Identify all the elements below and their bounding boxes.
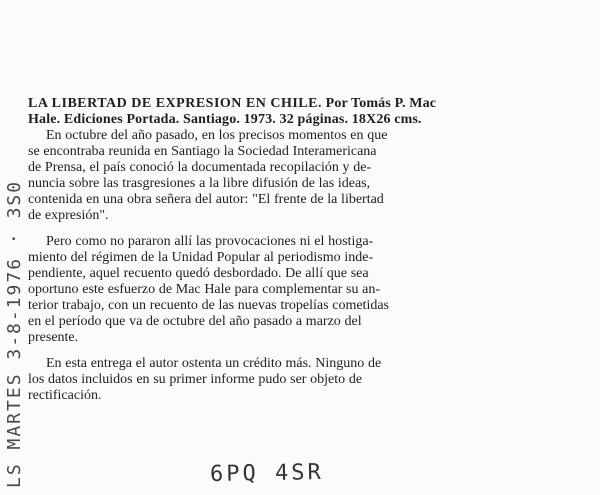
article-title-line-2: Hale. Ediciones Portada. Santiago. 1973. 32 páginas. 18X26 cms. [28, 112, 422, 127]
handwritten-reference: 6PQ 4SR [209, 460, 324, 487]
article-author-intro: Por Tomás P. Mac [325, 96, 437, 111]
paragraph-line: contenida en una obra señera del autor: "El frente de la libertad [28, 192, 384, 207]
paragraph-line: pendiente, aquel recuento quedó desbordado. De allí que sea [28, 266, 369, 281]
paragraph-line: de expresión". [28, 208, 109, 223]
paragraph-line: miento del régimen de la Unidad Popular al periodismo inde- [28, 250, 374, 265]
article [28, 96, 588, 404]
article-title: LA LIBERTAD DE EXPRESION EN CHILE. [28, 96, 322, 111]
paragraph-line: de Prensa, el país conoció la documentada recopilación y de- [28, 160, 372, 175]
paragraph-line: en el período que va de octubre del año pasado a marzo del [28, 314, 362, 329]
paragraph-line: los datos incluidos en su primer informe pudo ser objeto de [28, 372, 363, 387]
paragraph-line: oportuno este esfuerzo de Mac Hale para complementar su an- [28, 282, 381, 297]
paragraph-gap [28, 224, 588, 234]
paragraph-2 [28, 234, 588, 346]
handwritten-margin-note: LS MARTES 3-8-1976 · 3S0 [4, 179, 25, 488]
paragraph-gap [28, 346, 588, 356]
article-title-line-1 [28, 96, 588, 112]
paragraph-1 [28, 128, 588, 224]
paragraph-line: rectificación. [28, 388, 102, 403]
paragraph-line: En esta entrega el autor ostenta un crédito más. Ninguno de [46, 356, 382, 371]
paragraph-line: En octubre del año pasado, en los precisos momentos en que [46, 128, 388, 143]
paragraph-line: presente. [28, 330, 79, 345]
paragraph-line: terior trabajo, con un recuento de las nuevas tropelías cometidas [28, 298, 390, 313]
paragraph-line: Pero como no pararon allí las provocaciones ni el hostiga- [46, 234, 374, 249]
paragraph-3 [28, 356, 588, 404]
paragraph-line: se encontraba reunida en Santiago la Sociedad Interamericana [28, 144, 377, 159]
paragraph-line: nuncia sobre las trasgresiones a la libre difusión de las ideas, [28, 176, 371, 191]
